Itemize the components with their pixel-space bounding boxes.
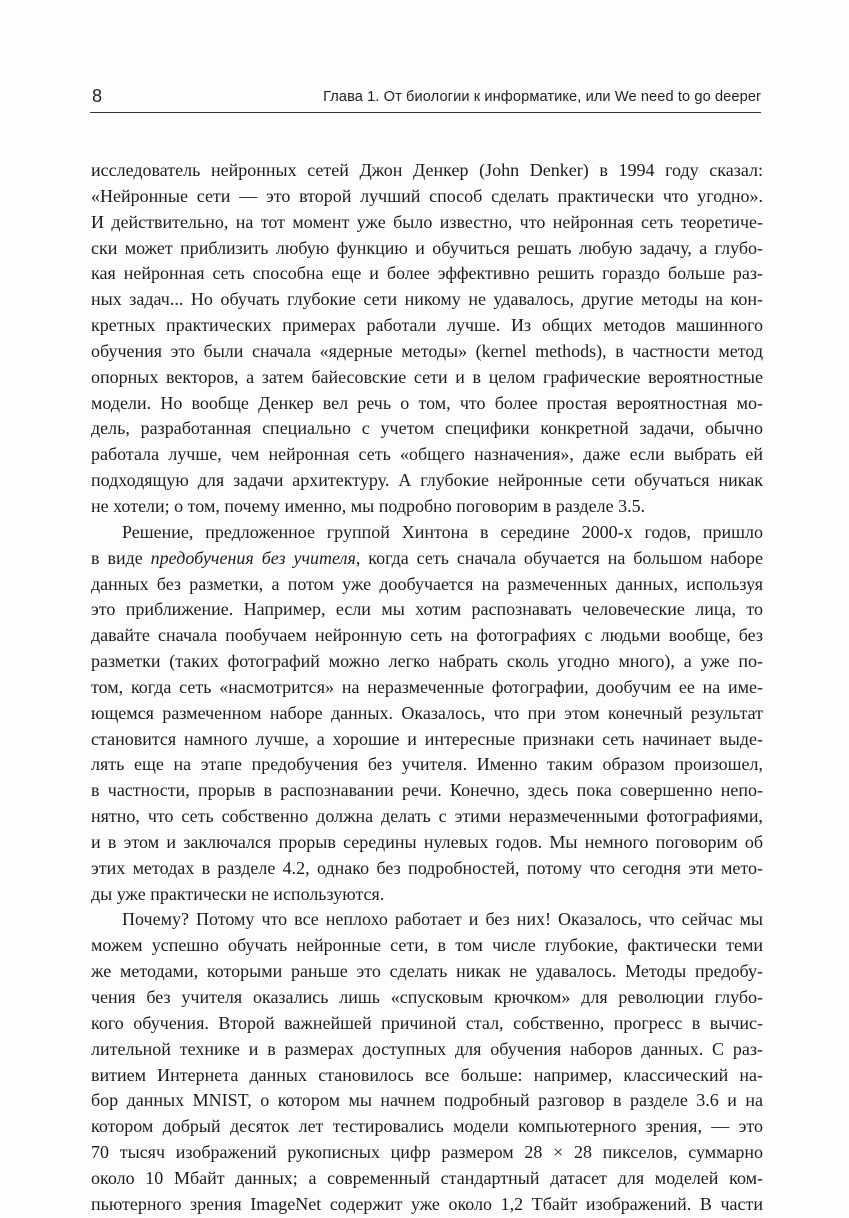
- text-line: подходящую для задачи архитектуру. А глубокие нейронные сети обучаться никак: [91, 470, 763, 491]
- text-line: не хотели; о том, почему именно, мы подробно поговорим в разделе 3.5.: [91, 495, 646, 516]
- text-line: пьютерного зрения ImageNet содержит уже около 1,2 Тбайт изображений. В части: [91, 1193, 763, 1214]
- text-line: ски может приблизить любую функцию и обучиться решать любую задачу, а глубо-: [91, 237, 763, 258]
- text-line: обучения это были сначала «ядерные методы» (kernel methods), в частности метод: [91, 340, 763, 361]
- text-line: опорных векторов, а затем байесовские сети и в целом графические вероятностные: [91, 366, 763, 387]
- italic-line-text: в виде предобучения без учителя, когда сеть сначала обучается на большом наборе: [91, 547, 763, 568]
- text-line: том, когда сеть «насмотрится» на неразмеченные фотографии, дообучим ее на име-: [91, 676, 763, 697]
- text-line: данных без разметки, а потом уже дообучается на размеченных данных, используя: [91, 573, 763, 594]
- text-line: и в этом и заключался прорыв середины нулевых годов. Мы немного поговорим об: [91, 831, 763, 852]
- text-line: модели. Но вообще Денкер вел речь о том, что более простая вероятностная мо-: [91, 392, 763, 413]
- text-line: Решение, предложенное группой Хинтона в середине 2000-х годов, пришло: [122, 521, 763, 542]
- text-line: кого обучения. Второй важнейшей причиной стал, собственно, прогресс в вычис-: [91, 1012, 763, 1033]
- text-line: исследователь нейронных сетей Джон Денкер (John Denker) в 1994 году сказал:: [91, 160, 763, 180]
- text-line: чения без учителя оказались лишь «спусковым крючком» для революции глубо-: [91, 987, 763, 1007]
- text-line: в частности, прорыв в распознавании речи. Конечно, здесь пока совершенно непо-: [91, 780, 763, 801]
- text-line: витием Интернета данных становилось все больше: например, классический на-: [91, 1064, 763, 1085]
- text-line: И действительно, на тот момент уже было известно, что нейронная сеть теоретиче-: [91, 211, 763, 232]
- text-line: дель, разработанная специально с учетом специфики конкретной задачи, обычно: [91, 418, 763, 439]
- text-line: работала лучше, чем нейронная сеть «общего назначения», даже если выбрать ей: [91, 444, 763, 465]
- text-line: лять еще на этапе предобучения без учителя. Именно таким образом произошел,: [91, 754, 763, 775]
- text-line: «Нейронные сети — это второй лучший способ сделать практически что угодно».: [91, 185, 763, 206]
- text-line: лительной технике и в размерах доступных для обучения наборов данных. С раз-: [91, 1038, 763, 1059]
- text-line: становится намного лучше, а хорошие и интересные признаки сеть начинает выде-: [91, 728, 763, 749]
- text-line: давайте сначала пообучаем нейронную сеть на фотографиях с людьми вообще, без: [91, 625, 763, 646]
- text-line: ных задач... Но обучать глубокие сети никому не удавалось, другие методы на кон-: [91, 289, 763, 310]
- text-line: этих методах в разделе 4.2, однако без подробностей, потому что сегодня эти мето-: [91, 857, 763, 878]
- body-text: [91, 158, 763, 1218]
- paragraph-2: [91, 520, 763, 908]
- text-line: же методами, которыми раньше это сделать никак не удавалось. Методы предобу-: [91, 961, 763, 982]
- running-title: Глава 1. От биологии к информатике, или We need to go deeper: [323, 89, 761, 105]
- text-line: это приближение. Например, если мы хотим распознавать человеческие лица, то: [91, 599, 763, 620]
- text-line: ющемся размеченном наборе данных. Оказалось, что при этом конечный результат: [91, 702, 763, 723]
- page-number: 8: [92, 86, 103, 106]
- text-line: кая нейронная сеть способна еще и более эффективно решить гораздо больше раз-: [91, 263, 763, 284]
- paragraph-3: [91, 907, 763, 1217]
- text-line: Почему? Потому что все неплохо работает и без них! Оказалось, что сейчас мы: [122, 909, 763, 930]
- text-line: около 10 Мбайт данных; а современный стандартный датасет для моделей ком-: [91, 1167, 763, 1188]
- text-line: бор данных MNIST, о котором мы начнем подробный разговор в разделе 3.6 и на: [91, 1090, 763, 1111]
- text-line: 70 тысяч изображений рукописных цифр размером 28 × 28 пикселов, суммарно: [91, 1142, 763, 1163]
- page-header: [90, 86, 761, 113]
- text-line: можем успешно обучать нейронные сети, в том числе глубокие, фактически теми: [91, 935, 763, 956]
- text-line: кретных практических примерах работали лучше. Из общих методов машинного: [91, 315, 763, 336]
- paragraph-1: [91, 158, 763, 520]
- text-line: нятно, что сеть собственно должна делать с этими неразмеченными фотографиями,: [91, 806, 763, 827]
- text-line: котором добрый десяток лет тестировались модели компьютерного зрения, — это: [91, 1116, 763, 1137]
- text-line: ды уже практически не используются.: [91, 883, 385, 904]
- emphasis-text: предобучения без учителя: [150, 547, 356, 568]
- text-line-with-italic: [91, 546, 763, 572]
- text-line: разметки (таких фотографий можно легко набрать сколь угодно много), а уже по-: [91, 651, 763, 672]
